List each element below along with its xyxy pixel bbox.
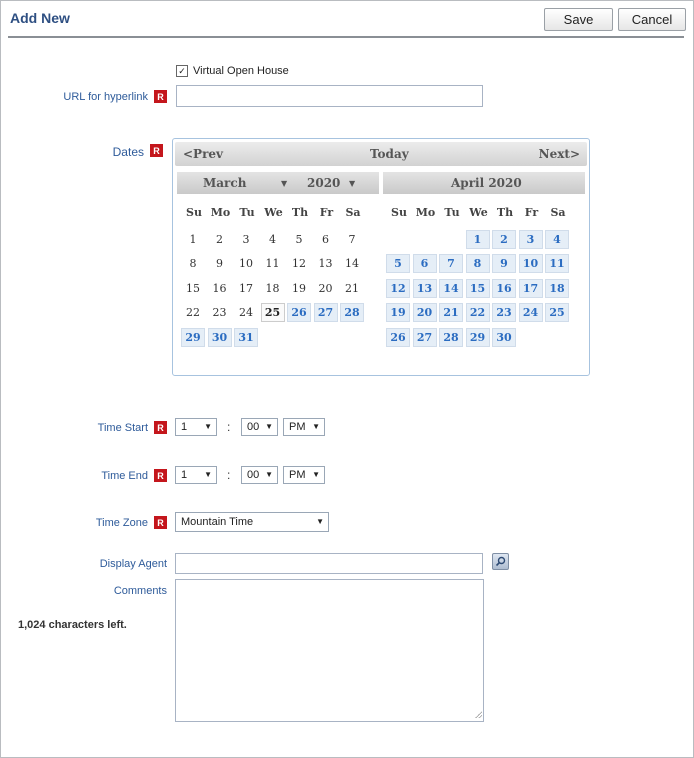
weekday-header: Fr [524, 206, 539, 219]
calendar-day[interactable]: 7 [439, 254, 463, 273]
weekday-header: Th [291, 206, 309, 219]
calendar-day[interactable]: 13 [413, 279, 437, 298]
calendar-day[interactable]: 31 [234, 328, 258, 347]
calendar-day[interactable]: 26 [287, 303, 311, 322]
month-dropdown-arrow-icon[interactable]: ▼ [281, 178, 288, 188]
calendar-day[interactable]: 2 [492, 230, 516, 249]
required-badge: R [154, 469, 167, 482]
time-start-ampm-select[interactable]: PM ▼ [283, 418, 325, 436]
virtual-open-house-checkbox[interactable] [176, 65, 188, 77]
calendar-day[interactable]: 17 [519, 279, 543, 298]
date-picker [172, 138, 590, 376]
calendar-day[interactable]: 22 [466, 303, 490, 322]
calendar-day: 23 [212, 306, 227, 319]
prev-month-button[interactable]: <Prev [183, 147, 224, 161]
calendar-day: 12 [292, 257, 306, 270]
calendar-day[interactable]: 24 [519, 303, 543, 322]
right-month-header [383, 172, 585, 194]
url-label: URL for hyperlink [63, 91, 148, 103]
required-badge: R [154, 516, 167, 529]
calendar-day: 21 [345, 281, 359, 295]
chevron-down-icon: ▼ [312, 422, 320, 431]
calendar-day: 6 [322, 232, 329, 246]
weekday-header: Su [391, 206, 407, 219]
calendar-day[interactable]: 11 [545, 254, 569, 273]
calendar-day[interactable]: 27 [413, 328, 437, 347]
year-select[interactable]: 2020 [307, 176, 341, 190]
calendar-day[interactable]: 8 [466, 254, 490, 273]
weekday-header: Su [186, 206, 202, 219]
time-end-ampm-select[interactable]: PM ▼ [283, 466, 325, 484]
right-month-title: April 2020 [451, 176, 522, 190]
virtual-open-house-label: Virtual Open House [193, 65, 289, 77]
weekday-header: Th [496, 206, 514, 219]
display-agent-label: Display Agent [99, 558, 167, 570]
calendar-day: 7 [348, 232, 356, 246]
time-start-hour-select[interactable]: 1 ▼ [175, 418, 217, 436]
calendar-day: 4 [269, 232, 276, 246]
calendar-day: 16 [212, 281, 227, 295]
calendar-day: 2 [216, 232, 223, 246]
calendar-day: 22 [186, 306, 200, 319]
checkmark-icon: ✓ [178, 66, 186, 76]
calendar-day[interactable]: 4 [545, 230, 569, 249]
calendar-day[interactable]: 26 [386, 328, 410, 347]
calendar-day[interactable]: 23 [492, 303, 516, 322]
time-end-label: Time End [101, 470, 148, 482]
calendar-day[interactable]: 27 [314, 303, 338, 322]
calendar-day: 13 [318, 257, 333, 270]
month-select[interactable]: March [203, 176, 247, 190]
weekday-header: Sa [550, 206, 566, 219]
time-separator: : [227, 468, 231, 482]
time-end-hour-select[interactable]: 1 ▼ [175, 466, 217, 484]
chevron-down-icon: ▼ [204, 470, 212, 479]
cancel-button[interactable]: Cancel [618, 8, 686, 31]
left-month-header [177, 172, 379, 194]
calendar-day: 20 [318, 281, 333, 295]
calendar-day: 19 [292, 281, 306, 295]
required-badge: R [150, 144, 163, 157]
page-title: Add New [10, 10, 70, 26]
calendar-day[interactable]: 30 [208, 328, 232, 347]
calendar-day[interactable]: 19 [386, 303, 410, 322]
chevron-down-icon: ▼ [265, 422, 273, 431]
time-separator: : [227, 420, 231, 434]
search-icon [493, 554, 508, 569]
calendar-day[interactable]: 3 [519, 230, 543, 249]
weekday-header: Mo [210, 206, 231, 219]
weekday-header: Sa [345, 206, 361, 219]
calendar-day[interactable]: 16 [492, 279, 516, 298]
today-button[interactable]: Today [370, 147, 409, 161]
calendar-day[interactable]: 29 [466, 328, 490, 347]
comments-label: Comments [113, 585, 167, 597]
search-button[interactable] [492, 553, 509, 570]
calendar-day: 24 [239, 306, 253, 319]
calendar-day[interactable]: 9 [492, 254, 516, 273]
save-button[interactable]: Save [544, 8, 613, 31]
year-dropdown-arrow-icon[interactable]: ▼ [349, 178, 356, 188]
resize-handle-icon[interactable] [475, 711, 482, 718]
weekday-header: We [264, 206, 283, 219]
time-start-minute-select[interactable]: 00 ▼ [241, 418, 278, 436]
calendar-day[interactable]: 6 [413, 254, 437, 273]
calendar-day[interactable]: 29 [181, 328, 205, 347]
display-agent-input[interactable] [175, 553, 483, 574]
calendar-day[interactable]: 15 [466, 279, 490, 298]
calendar-day[interactable]: 10 [519, 254, 543, 273]
calendar-day[interactable]: 1 [466, 230, 490, 249]
calendar-day: 11 [265, 257, 280, 270]
required-badge: R [154, 90, 167, 103]
calendar-day: 17 [239, 281, 253, 295]
weekday-header: Tu [444, 206, 460, 219]
calendar-day: 3 [242, 232, 250, 246]
time-end-minute-select[interactable]: 00 ▼ [241, 466, 278, 484]
chevron-down-icon: ▼ [265, 470, 273, 479]
chevron-down-icon: ▼ [204, 422, 212, 431]
calendar-day[interactable]: 14 [439, 279, 463, 298]
calendar-day[interactable]: 12 [386, 279, 410, 298]
calendar-day: 8 [189, 257, 197, 270]
chevron-down-icon: ▼ [312, 470, 320, 479]
weekday-header: Tu [239, 206, 255, 219]
calendar-day[interactable]: 25 [545, 303, 569, 322]
time-zone-label: Time Zone [95, 517, 148, 529]
next-month-button[interactable]: Next> [538, 147, 580, 161]
time-start-label: Time Start [97, 422, 148, 434]
calendar-day[interactable]: 28 [439, 328, 463, 347]
calendar-day: 15 [186, 281, 200, 295]
calendar-day[interactable]: 20 [413, 303, 437, 322]
chevron-down-icon: ▼ [316, 517, 324, 526]
header-divider [8, 36, 684, 38]
calendar-nav [175, 142, 587, 166]
comments-textarea[interactable] [175, 579, 484, 722]
calendar-day[interactable]: 28 [340, 303, 364, 322]
calendar-day[interactable]: 5 [386, 254, 410, 273]
required-badge: R [154, 421, 167, 434]
calendar-day[interactable]: 30 [492, 328, 516, 347]
calendar-day: 14 [345, 257, 359, 270]
calendar-day: 18 [265, 281, 280, 295]
calendar-day: 9 [216, 257, 223, 270]
time-zone-select[interactable]: Mountain Time ▼ [175, 512, 329, 532]
weekday-header: Fr [319, 206, 334, 219]
calendar-day: 10 [239, 257, 253, 270]
url-input[interactable] [176, 85, 483, 107]
weekday-header: Mo [415, 206, 436, 219]
calendar-day[interactable]: 18 [545, 279, 569, 298]
calendar-day[interactable]: 21 [439, 303, 463, 322]
calendar-day: 5 [295, 232, 303, 246]
dates-label: Dates [112, 145, 144, 159]
calendar-day: 25 [261, 303, 285, 322]
characters-left-counter: 1,024 characters left. [18, 619, 127, 631]
calendar-day: 1 [189, 232, 197, 246]
weekday-header: We [469, 206, 488, 219]
